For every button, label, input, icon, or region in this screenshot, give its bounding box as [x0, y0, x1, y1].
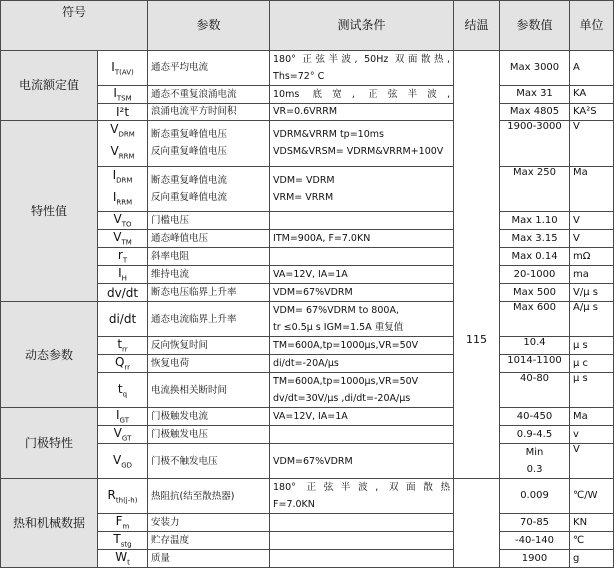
value-cell — [500, 230, 570, 248]
header-junction: 结温 — [454, 1, 500, 51]
param-line: 断态重复峰值电压 — [151, 129, 228, 141]
unit-line: KA — [573, 88, 587, 100]
symbol-cell — [98, 230, 148, 248]
value-line: 1900-3000 — [507, 120, 562, 132]
value-cell — [500, 408, 570, 426]
symbol-text: R — [107, 487, 116, 502]
condition-cell — [270, 444, 454, 479]
symbol-subscript: t — [127, 558, 130, 567]
param-cell — [148, 479, 270, 514]
condition-cell — [270, 302, 454, 337]
unit-line: KN — [573, 516, 588, 528]
value-line: Max 1.10 — [511, 214, 558, 226]
value-cell — [500, 86, 570, 104]
symbol-text: t — [117, 337, 123, 352]
symbol-subscript: m — [122, 522, 130, 531]
param-cell — [148, 355, 270, 373]
condition-line: Ths=72° C — [273, 71, 325, 82]
value-line: -40-140 — [515, 534, 555, 546]
symbol-cell — [98, 51, 148, 86]
symbol-line — [101, 167, 144, 189]
condition-line: TM=600A,tp=1000μs,VR=50V — [273, 340, 419, 352]
condition-line: 180° 正弦半波, 双面散热 — [273, 482, 451, 494]
param-line: 反向重复峰值电流 — [151, 191, 228, 203]
unit-line: V — [573, 232, 580, 244]
symbol-text: Q — [114, 355, 125, 370]
symbol-subscript: rr — [124, 363, 131, 372]
condition-cell — [270, 266, 454, 284]
symbol-text: V — [113, 230, 122, 245]
header-param: 参数 — [148, 1, 270, 51]
param-cell — [148, 103, 270, 120]
unit-cell — [570, 426, 614, 444]
param-cell — [148, 426, 270, 444]
symbol-cell — [98, 550, 148, 568]
symbol-subscript: GT — [121, 434, 132, 443]
param-text: 门极触发电流 — [151, 411, 209, 423]
symbol-text: r — [117, 248, 123, 263]
symbol-subscript: H — [121, 274, 127, 283]
symbol-cell — [98, 284, 148, 302]
value-cell — [500, 550, 570, 568]
value-cell — [500, 266, 570, 284]
param-text: 斜率电阻 — [151, 251, 190, 263]
param-cell — [148, 166, 270, 212]
unit-line: Ma — [573, 166, 588, 178]
symbol-subscript: q — [122, 390, 128, 399]
condition-line: VDM= VDRM — [273, 174, 335, 186]
param-text: 贮存温度 — [151, 535, 190, 547]
symbol-subscript: DRM — [116, 175, 133, 184]
unit-line: g — [573, 552, 580, 564]
symbol-cell — [98, 337, 148, 355]
param-text: 通态峰值电压 — [151, 233, 209, 245]
unit-cell — [570, 550, 614, 568]
junction-temp-value: 115 — [466, 333, 488, 347]
unit-line: ℃ — [573, 534, 585, 546]
symbol-cell — [98, 120, 148, 166]
condition-cell — [270, 355, 454, 373]
condition-cell — [270, 408, 454, 426]
symbol-text: V — [110, 144, 119, 159]
symbol-cell — [98, 86, 148, 104]
value-line: Max 500 — [513, 286, 556, 298]
param-text: 热阻抗(结至散热器) — [151, 490, 235, 502]
condition-line: dv/dt=30V/μs ,di/dt=-20A/μs — [273, 393, 411, 405]
param-cell — [148, 514, 270, 532]
param-text: 质量 — [151, 553, 171, 565]
param-text: 恢复电荷 — [151, 358, 190, 370]
unit-cell — [570, 373, 614, 408]
value-cell — [500, 120, 570, 166]
value-cell — [500, 355, 570, 373]
value-line: Min — [525, 447, 544, 459]
header-symbol: 符号 — [1, 1, 148, 51]
condition-line: VDRM&VRRM tp=10ms — [273, 129, 384, 141]
unit-cell — [570, 337, 614, 355]
header-unit: 单位 — [570, 1, 614, 51]
symbol-cell — [98, 426, 148, 444]
value-cell — [500, 479, 570, 514]
junction-blank-cell — [454, 479, 500, 568]
param-cell — [148, 212, 270, 230]
value-line: Max 4805 — [509, 105, 560, 117]
value-line: 20-1000 — [513, 268, 556, 280]
category-rated-current: 电流额定值 — [1, 51, 98, 121]
symbol-cell — [98, 408, 148, 426]
symbol-cell — [98, 248, 148, 266]
spec-row — [1, 302, 614, 337]
symbol-text: V — [110, 121, 119, 136]
condition-line: di/dt=-20A/μs — [273, 358, 339, 370]
condition-cell — [270, 103, 454, 120]
condition-line: 180° 正弦半波, 50Hz 双面散热, — [273, 54, 451, 65]
condition-cell — [270, 426, 454, 444]
condition-line: VDSM&VRSM= VDRM&VRRM+100V — [273, 146, 444, 158]
param-text: 浪涌电流平方时间积 — [151, 106, 237, 118]
condition-line: VDM=67%VDRM — [273, 455, 353, 467]
symbol-subscript: th(j-h) — [115, 496, 138, 505]
unit-line: ma — [573, 268, 589, 280]
param-cell — [148, 86, 270, 104]
unit-cell — [570, 284, 614, 302]
symbol-subscript: TM — [121, 238, 132, 247]
unit-line: V/μ s — [573, 286, 598, 298]
symbol-text: W — [115, 550, 128, 565]
value-line: Max 600 — [513, 302, 556, 314]
param-text: 通态电流临界上升率 — [151, 313, 237, 325]
symbol-text: I — [113, 86, 117, 100]
param-cell — [148, 373, 270, 408]
value-cell — [500, 212, 570, 230]
unit-line: A/μ s — [573, 302, 598, 314]
value-line: Max 31 — [516, 88, 553, 100]
symbol-text: I²t — [115, 104, 130, 119]
value-cell — [500, 166, 570, 212]
unit-cell — [570, 532, 614, 550]
unit-cell — [570, 266, 614, 284]
symbol-cell — [98, 103, 148, 120]
symbol-text: t — [117, 381, 123, 396]
value-line: 10.4 — [523, 337, 546, 349]
symbol-text: I — [118, 266, 122, 281]
param-text: 门极触发电压 — [151, 429, 209, 441]
category-characteristics: 特性值 — [1, 120, 98, 302]
unit-cell — [570, 302, 614, 337]
param-cell — [148, 532, 270, 550]
symbol-text: dv/dt — [106, 285, 139, 300]
symbol-subscript: stg — [120, 540, 132, 549]
symbol-subscript: RRM — [118, 152, 135, 161]
category-gate: 门极特性 — [1, 408, 98, 479]
condition-line: VR=0.6VRRM — [273, 106, 338, 118]
value-line: 1014-1100 — [507, 355, 562, 367]
param-cell — [148, 51, 270, 86]
condition-line: ITM=900A, F=7.0KN — [273, 233, 371, 245]
symbol-cell — [98, 532, 148, 550]
symbol-cell — [98, 444, 148, 479]
condition-cell — [270, 120, 454, 166]
param-text: 安装力 — [151, 517, 180, 529]
header-condition: 测试条件 — [270, 1, 454, 51]
symbol-subscript: rr — [122, 345, 128, 354]
value-line: Max 0.14 — [511, 250, 558, 262]
value-line: 0.3 — [526, 464, 543, 476]
symbol-cell — [98, 479, 148, 514]
condition-cell — [270, 514, 454, 532]
symbol-text: F — [115, 514, 123, 529]
param-cell — [148, 248, 270, 266]
condition-cell — [270, 373, 454, 408]
unit-cell — [570, 51, 614, 86]
value-cell — [500, 426, 570, 444]
condition-cell — [270, 166, 454, 212]
symbol-text: I — [112, 189, 117, 204]
spec-row — [1, 408, 614, 426]
symbol-text: I — [116, 408, 120, 423]
symbol-line — [101, 189, 144, 211]
condition-line: VDM= 67%VDRM to 800A, — [273, 305, 399, 317]
value-cell — [500, 532, 570, 550]
symbol-line — [101, 143, 144, 165]
condition-cell — [270, 212, 454, 230]
unit-line: V — [573, 214, 580, 226]
value-cell — [500, 337, 570, 355]
unit-cell — [570, 479, 614, 514]
junction-temp-cell — [454, 51, 500, 479]
value-cell — [500, 514, 570, 532]
condition-cell — [270, 284, 454, 302]
unit-line: V — [573, 120, 580, 132]
param-text: 断态电压临界上升率 — [151, 287, 237, 299]
value-line: 40-80 — [519, 373, 550, 385]
unit-cell — [570, 248, 614, 266]
unit-line: A — [573, 62, 580, 73]
unit-line: mΩ — [573, 250, 591, 262]
unit-line: v — [573, 428, 579, 440]
condition-line: 10ms 底宽, 正弦半波, — [273, 88, 451, 100]
value-line: Max 3000 — [509, 62, 560, 73]
spec-row — [1, 479, 614, 514]
unit-cell — [570, 444, 614, 479]
condition-cell — [270, 86, 454, 104]
unit-cell — [570, 103, 614, 120]
value-cell — [500, 373, 570, 408]
unit-cell — [570, 212, 614, 230]
condition-cell — [270, 51, 454, 86]
symbol-subscript: GT — [119, 416, 129, 425]
value-cell — [500, 51, 570, 86]
param-cell — [148, 266, 270, 284]
value-line: 70-85 — [519, 516, 550, 528]
unit-cell — [570, 230, 614, 248]
condition-line: TM=600A,tp=1000μs,VR=50V — [273, 376, 419, 388]
value-line: 40-450 — [516, 410, 553, 422]
symbol-cell — [98, 373, 148, 408]
symbol-cell — [98, 266, 148, 284]
symbol-text: di/dt — [108, 312, 137, 327]
unit-cell — [570, 86, 614, 104]
param-cell — [148, 444, 270, 479]
unit-line: KA²S — [573, 105, 597, 117]
param-cell — [148, 284, 270, 302]
unit-cell — [570, 166, 614, 212]
param-text: 通态不重复浪涌电流 — [151, 88, 237, 100]
condition-cell — [270, 532, 454, 550]
param-cell — [148, 337, 270, 355]
symbol-subscript: TO — [121, 220, 132, 229]
value-line: 0.9-4.5 — [516, 428, 553, 440]
param-text: 门槛电压 — [151, 215, 190, 227]
header-row — [1, 1, 614, 51]
unit-line: Ma — [573, 410, 588, 422]
symbol-subscript: T(AV) — [114, 68, 134, 76]
value-cell — [500, 103, 570, 120]
param-text: 维持电流 — [151, 269, 190, 281]
symbol-text: I — [112, 167, 117, 182]
condition-line: VA=12V, IA=1A — [273, 411, 348, 423]
condition-cell — [270, 479, 454, 514]
unit-line: μ c — [573, 357, 589, 369]
param-text: 通态平均电流 — [151, 62, 209, 74]
symbol-line — [101, 121, 144, 143]
condition-cell — [270, 337, 454, 355]
param-cell — [148, 120, 270, 166]
header-value: 参数值 — [500, 1, 570, 51]
condition-line: F=7.0KN — [273, 499, 315, 511]
symbol-cell — [98, 166, 148, 212]
value-cell — [500, 284, 570, 302]
symbol-cell — [98, 355, 148, 373]
symbol-subscript: DRM — [118, 130, 135, 139]
symbol-subscript: T — [122, 256, 128, 265]
symbol-cell — [98, 302, 148, 337]
unit-line: μ s — [573, 339, 588, 351]
spec-row — [1, 120, 614, 166]
condition-cell — [270, 248, 454, 266]
value-line: Max 3.15 — [511, 232, 558, 244]
unit-cell — [570, 514, 614, 532]
condition-line: VRM= VRRM — [273, 191, 334, 203]
condition-cell — [270, 230, 454, 248]
value-cell — [500, 302, 570, 337]
value-line: 1900 — [521, 552, 548, 564]
condition-line: VA=12V, IA=1A — [273, 269, 348, 281]
param-line: 断态重复峰值电流 — [151, 174, 228, 186]
unit-line: ℃/W — [573, 490, 598, 502]
param-cell — [148, 230, 270, 248]
value-cell — [500, 444, 570, 479]
value-cell — [500, 248, 570, 266]
param-line: 反向重复峰值电压 — [151, 146, 228, 158]
symbol-text: V — [112, 452, 122, 467]
condition-line: VDM=67%VDRM — [273, 287, 353, 299]
unit-line: μ s — [573, 373, 588, 385]
spec-row — [1, 51, 614, 86]
symbol-text: V — [113, 426, 122, 441]
symbol-subscript: GD — [121, 461, 133, 470]
unit-cell — [570, 120, 614, 166]
unit-cell — [570, 355, 614, 373]
spec-body — [1, 51, 614, 568]
symbol-cell — [98, 514, 148, 532]
condition-cell — [270, 550, 454, 568]
param-cell — [148, 302, 270, 337]
symbol-cell — [98, 212, 148, 230]
value-line: Max 250 — [513, 166, 556, 178]
value-line: 0.009 — [520, 490, 549, 502]
unit-line: V — [573, 444, 580, 456]
symbol-text: T — [113, 532, 121, 547]
param-text: 门极不触发电压 — [151, 455, 218, 467]
param-cell — [148, 550, 270, 568]
unit-cell — [570, 408, 614, 426]
param-cell — [148, 408, 270, 426]
param-text: 电流换相关断时间 — [151, 384, 228, 396]
symbol-text: V — [113, 212, 122, 227]
symbol-text: I — [111, 59, 115, 74]
category-dynamic: 动态参数 — [1, 302, 98, 408]
symbol-subscript: RRM — [116, 198, 133, 207]
symbol-subscript: TSM — [116, 94, 132, 103]
condition-line: tr ≤0.5μ s IGM=1.5A 重复值 — [273, 322, 404, 334]
param-text: 反向恢复时间 — [151, 340, 209, 352]
category-thermal-mech: 热和机械数据 — [1, 479, 98, 568]
